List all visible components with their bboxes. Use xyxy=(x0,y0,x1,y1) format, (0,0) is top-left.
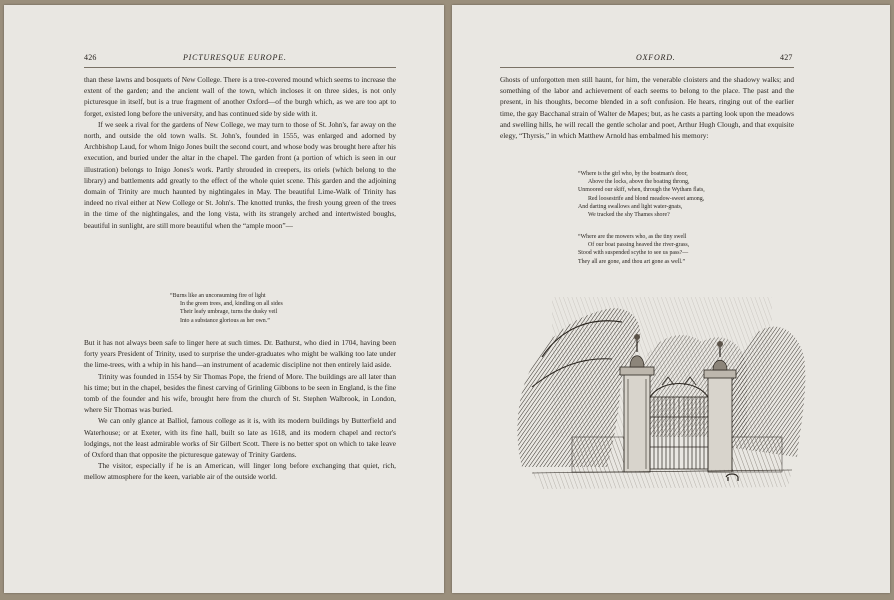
verse-line: “Where is the girl who, by the boatman's door, xyxy=(578,171,688,177)
verse-line: We tracked the shy Thames shore? xyxy=(588,212,670,219)
left-page xyxy=(4,5,444,593)
verse-line: Above the locks, above the boating throng, xyxy=(588,179,690,186)
verse-stanza-2 xyxy=(578,233,689,266)
verse-line: “Burns like an unconsuming fire of light xyxy=(170,293,266,299)
verse-line: Of our boat passing heaved the river-grass, xyxy=(588,242,690,249)
header-rule xyxy=(84,67,396,68)
paragraph: Trinity was founded in 1554 by Sir Thomas Pope, the friend of More. The buildings are all later than his time; but in the chapel, besides the finest carving of Grinling Gibbons to be seen in England, is the fine tomb of the founder and his wife, brought here from the church of St. Stephen Walbrook, in London, where Sir Thomas was buried. xyxy=(84,371,396,415)
paragraph: than these lawns and bosquets of New College. There is a tree-covered mound which seems to increase the extent of the garden; and the ancient wall of the town, which incloses it on three sides, is not only picturesque in itself, but is a true fragment of another Oxford—of the burgh which, as we are too apt to forget, existed long before the university, and has continued side by side with it. xyxy=(84,75,396,118)
paragraph: The visitor, especially if he is an American, will linger long before exchanging that quiet, rich, mellow atmosphere for the keen, variable air of the outside world. xyxy=(84,461,396,482)
verse-line: Unmoored our skiff, when, through the Wytham flats, xyxy=(578,187,705,194)
verse-line: They all are gone, and thou art gone as well.” xyxy=(578,258,686,265)
verse-line: “Where are the mowers who, as the tiny swell xyxy=(578,234,687,240)
verse-line: And darting swallows and light water-gnats, xyxy=(578,203,683,210)
page-number: 426 xyxy=(84,53,97,62)
page-number: 427 xyxy=(780,53,793,62)
running-title: PICTURESQUE EUROPE. xyxy=(183,53,287,62)
text-column-top xyxy=(500,74,794,141)
verse-quote xyxy=(170,292,283,325)
text-column-bottom xyxy=(84,337,396,483)
verse-line: In the green trees, and, kindling on all sides xyxy=(180,301,283,308)
trinity-gardens-gateway-engraving xyxy=(512,297,808,497)
verse-line: Their leafy umbrage, turns the dusky veil xyxy=(180,309,278,316)
text-column-top xyxy=(84,74,396,231)
paragraph: If we seek a rival for the gardens of New College, we may turn to those of St. John's, far away on the north, and outside the old town walls. St. John's, founded in 1555, was enlarged and adorned by Archbishop Laud, for whom Inigo Jones built the second court, and whose body was brought here after his execution, and buried under the altar in the chapel. The garden front (a portion of which is seen in our illustration) belongs to Inigo Jones's work. Partly shrouded in creepers, its oriels (which belong to the library) and battlements add greatly to the effect of the whole quiet scene. This garden and the adjoining domain of Trinity are much haunted by nightingales in May. The beautiful Lime-Walk of Trinity has indeed no rival either at New College or St. John's. The knotted trunks, the fresh young green of the trees in the time of the nightingales, and the long vista, with its strangely arched and intertwisted boughs, beautiful in sunlight, are still more beautiful when the “ample moon”— xyxy=(84,119,396,230)
running-title: OXFORD. xyxy=(636,53,676,62)
paragraph: Ghosts of unforgotten men still haunt, for him, the venerable cloisters and the shadowy walks; and something of the labor and achievement of each seems to belong to the place. The past and the present, in his thoughts, become blended in a soft confusion. He hears, ringing out of the earlier time, the gay Bacchanal strain of Walter de Mapes; but, as he casts a parting look upon the meadows and swelling hills, he will recall the gentle scholar and poet, Arthur Hugh Clough, and that exquisite elegy, “Thyrsis,” in which Matthew Arnold has embalmed his memory: xyxy=(500,75,794,141)
header-rule xyxy=(500,67,794,68)
paragraph: But it has not always been safe to linger here at such times. Dr. Bathurst, who died in 1704, having been forty years President of Trinity, used to surprise the under-graduates who might be walking too late under the lime-trees, with a whip in his hand—an instrument of academic discipline not then entirely laid aside. xyxy=(84,338,396,370)
right-page xyxy=(452,5,890,593)
verse-line: Into a substance glorious as her own.” xyxy=(180,317,270,324)
verse-line: Stood with suspended scythe to see us pass?— xyxy=(578,250,689,257)
paragraph: We can only glance at Balliol, famous college as it is, with its modern buildings by Butterfield and Waterhouse; or at Exeter, with its fine hall, built so late as 1618, and its modern chapel and rector's lodgings, not the least admirable works of Sir Gilbert Scott. There is no better spot on which to take leave of Oxford than that opposite the picturesque gateway of Trinity Gardens. xyxy=(84,416,396,460)
verse-stanza-1 xyxy=(578,170,705,219)
verse-line: Red loosestrife and blond meadow-sweet among, xyxy=(588,195,705,202)
